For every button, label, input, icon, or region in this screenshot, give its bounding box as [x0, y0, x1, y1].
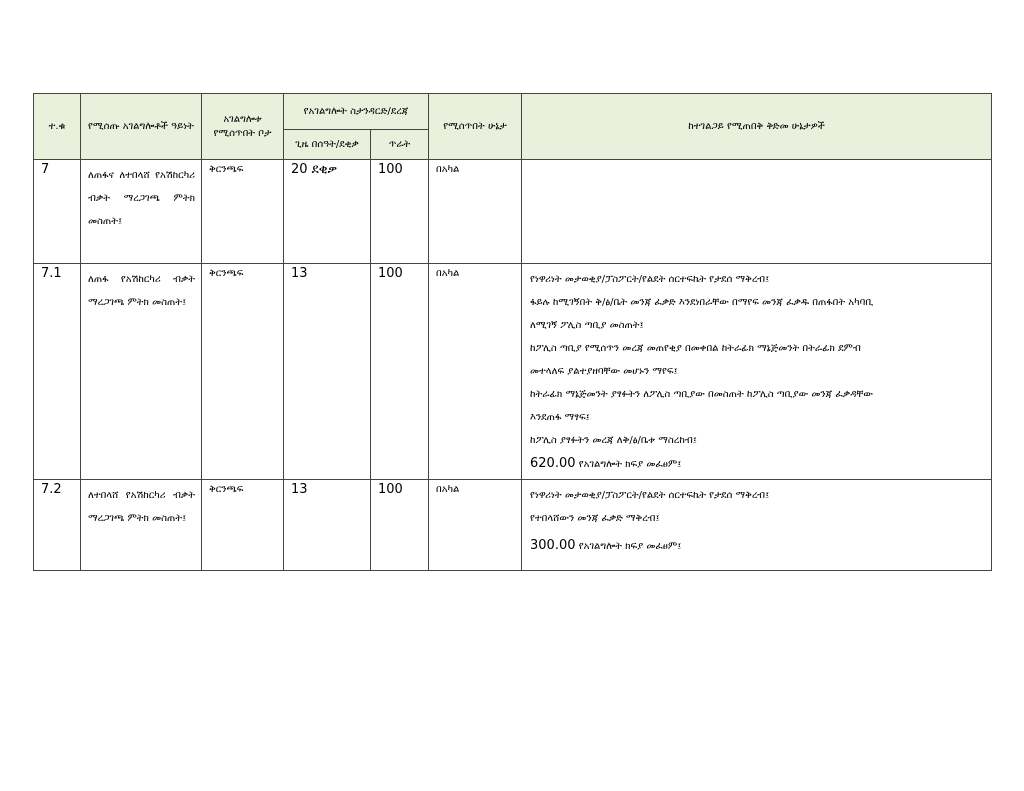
fee-amount: 620.00	[530, 456, 576, 471]
header-service-place: አገልግሎቱ የሚሰጥበት ቦታ	[202, 94, 284, 160]
service-place: ቅርንጫፍ	[209, 164, 244, 175]
table-row	[34, 160, 992, 264]
service-condition: በአካል	[436, 484, 460, 495]
service-time: 13	[291, 266, 308, 281]
prereq-item: ከትራፊክ ማኔጅመንት ያፃፉትን ለፖሊስ ጣቢያው በመስጠት ከፖሊስ ጣቢያው መንጃ ፈቃዳቸው	[530, 389, 873, 400]
prereq-item: ለሚገኝ ፖሊስ ጣቢያ መስጠት፤	[530, 320, 644, 331]
prereq-list	[522, 480, 991, 530]
header-time: ጊዜ በሰዓት/ደቂቃ	[284, 130, 371, 160]
prereq-item: መተላለፍ ያልተያዘባቸው መሆኑን ማየፍ፤	[530, 366, 678, 377]
prereq-cell	[522, 160, 992, 264]
service-time: 13	[291, 482, 308, 497]
service-name: ለጠፋ የአሽከርካሪ ብቃት ማረጋገጫ ምትክ መስጠት፤	[88, 274, 195, 308]
header-prerequisites: ከተገልጋይ የሚጠበቅ ቅድመ ሁኔታዎች	[522, 94, 992, 160]
table-row	[34, 480, 992, 571]
row-number: 7	[41, 162, 50, 177]
prereq-item: የተበላሸውን መንጃ ፈቃድ ማቅረብ፤	[530, 513, 660, 524]
fee-text: የአገልግሎት ክፍያ መፈፀም፤	[578, 541, 682, 552]
service-quality: 100	[378, 266, 403, 281]
service-quality: 100	[378, 162, 403, 177]
prereq-cell	[522, 264, 992, 480]
fee-item	[530, 452, 985, 476]
header-service-standard: የአገልግሎት ስታንዳርድ/ደረጃ	[284, 94, 429, 130]
table-row	[34, 264, 992, 480]
row-number: 7.1	[41, 266, 62, 281]
header-service-condition: የሚሰጥበት ሁኔታ	[429, 94, 522, 160]
service-place: ቅርንጫፍ	[209, 484, 244, 495]
fee-item	[522, 530, 991, 553]
header-no: ተ.ቁ	[34, 94, 81, 160]
prereq-item: ከፖሊስ ጣቢያ የሚሰጥን መረጃ መጠየቂያ በመቀበል ከትራፊክ ማኔጅመንት በትራፊክ ደምብ	[530, 343, 861, 354]
service-name: ለተበላሸ የአሽከርካሪ ብቃት ማረጋገጫ ምትክ መስጠት፤	[88, 490, 195, 524]
row-number: 7.2	[41, 482, 62, 497]
prereq-item: ፋይሉ ከሚገኝበት ቅ/ፅ/ቤት መንጃ ፈቃድ እንደነበራቸው በማየፍ መንጃ ፈቃዱ በጠፋበት አካባቢ	[530, 297, 874, 308]
service-standard-table	[33, 93, 992, 571]
header-quality: ጥራት	[371, 130, 429, 160]
prereq-item: ከፖሊስ ያፃፉትን መረጃ ለቅ/ፅ/ቤቱ ማስረከብ፤	[530, 435, 697, 446]
fee-amount: 300.00	[530, 538, 576, 553]
service-time: 20 ደቂቃ	[291, 162, 338, 177]
prereq-item: የነዋሪነት መታወቂያ/ፓስፖርት/የልደት ሰርተፍኬት የታደሰ ማቅረብ፤	[530, 274, 770, 285]
service-condition: በአካል	[436, 268, 460, 279]
service-quality: 100	[378, 482, 403, 497]
service-place: ቅርንጫፍ	[209, 268, 244, 279]
prereq-list	[522, 264, 991, 476]
header-service-type: የሚሰጡ አገልግሎቶች ዓይነት	[81, 94, 202, 160]
prereq-cell	[522, 480, 992, 571]
prereq-item: የነዋሪነት መታወቂያ/ፓስፖርት/የልደት ሰርተፍኬት የታደሰ ማቅረብ፤	[530, 490, 770, 501]
service-condition: በአካል	[436, 164, 460, 175]
fee-text: የአገልግሎት ክፍያ መፈፀም፤	[578, 459, 682, 470]
prereq-item: እንደጠፋ ማፃፍ፤	[530, 412, 590, 423]
service-name: ለጠፋና ለተበላሸ የአሽከርካሪ ብቃት ማረጋገጫ ምትክ መስጠት፤	[88, 170, 195, 227]
